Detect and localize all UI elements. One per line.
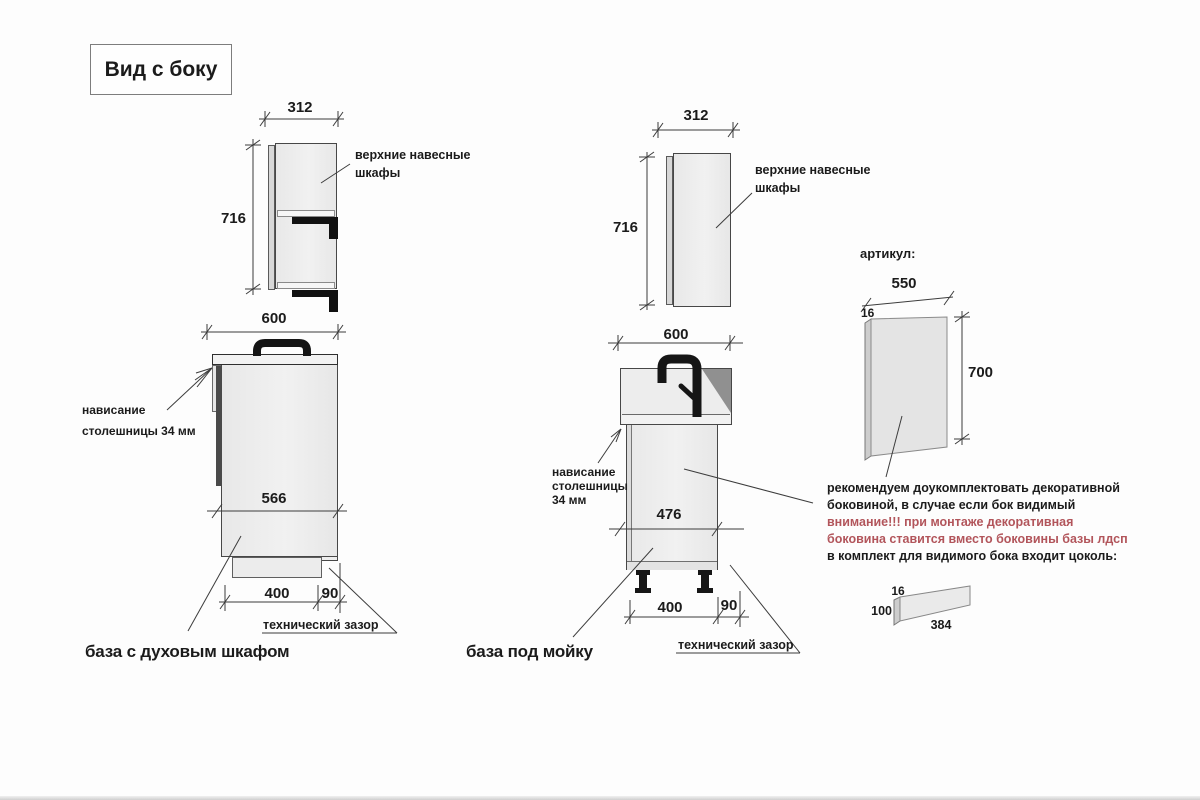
note-line-5: в комплект для видимого бока входит цоколь:	[827, 549, 1118, 563]
label-wall-cabinets-left	[355, 147, 471, 182]
label-line: шкафы	[755, 180, 801, 195]
note-line-4-warning: боковина ставится вместо боковины базы лдсп	[827, 532, 1128, 546]
label-wall-cabinets-mid	[755, 162, 871, 197]
label-tech-gap-left: технический зазор	[263, 618, 379, 632]
label-line: нависание	[552, 465, 616, 479]
dim-base-left-inner: 566	[261, 490, 287, 507]
caption-sink-base: база под мойку	[466, 642, 593, 661]
dim-wall-mid-height: 716	[612, 219, 638, 236]
label-line: шкафы	[355, 165, 401, 180]
wall-cabinet-brackets	[292, 217, 338, 312]
label-line: столешницы	[552, 479, 628, 494]
dim-base-mid-inner: 476	[656, 506, 682, 523]
label-article-heading: артикул:	[860, 246, 916, 261]
dim-base-left-width: 600	[261, 310, 287, 327]
label-tech-gap-mid: технический зазор	[678, 638, 794, 652]
note-line-3-warning: внимание!!! при монтаже декоративная	[827, 515, 1074, 529]
dim-panel-width: 550	[891, 275, 917, 292]
note-line-1: рекомендуем доукомплектовать декоративной	[827, 481, 1120, 495]
label-line: нависание	[82, 403, 146, 417]
dim-plinth-height: 100	[871, 604, 892, 618]
dim-base-left-gap: 90	[321, 585, 339, 602]
page-title: Вид с боку	[104, 57, 218, 81]
label-line: верхние навесные	[355, 148, 471, 162]
label-line: столешницы 34 мм	[82, 424, 196, 438]
sink-faucet	[662, 359, 697, 417]
dim-base-left-leg: 400	[264, 585, 290, 602]
label-line: верхние навесные	[755, 163, 871, 177]
sink-base-legs	[635, 570, 713, 593]
dim-plinth-length: 384	[930, 618, 952, 632]
dim-wall-left-width: 312	[287, 99, 313, 116]
dim-base-mid-width: 600	[663, 326, 689, 343]
view-title-box	[90, 44, 232, 95]
panel-note-block	[827, 480, 1128, 565]
dim-panel-height: 700	[968, 364, 994, 381]
dim-wall-mid-width: 312	[683, 107, 709, 124]
label-line: 34 мм	[552, 493, 587, 508]
sink-backsplash-shading	[702, 369, 731, 413]
dim-plinth-thickness: 16	[891, 584, 905, 598]
dim-base-mid-gap: 90	[720, 597, 738, 614]
note-line-2: боковиной, в случае если бок видимый	[827, 498, 1076, 512]
label-overhang-left	[82, 400, 196, 442]
caption-oven-base: база с духовым шкафом	[85, 642, 290, 661]
dim-panel-thickness: 16	[861, 306, 875, 320]
dim-wall-left-height: 716	[220, 210, 246, 227]
oven-handle	[257, 343, 307, 356]
label-overhang-mid	[552, 465, 628, 507]
decor-side-panel	[865, 317, 947, 460]
dim-base-mid-leg: 400	[657, 599, 683, 616]
